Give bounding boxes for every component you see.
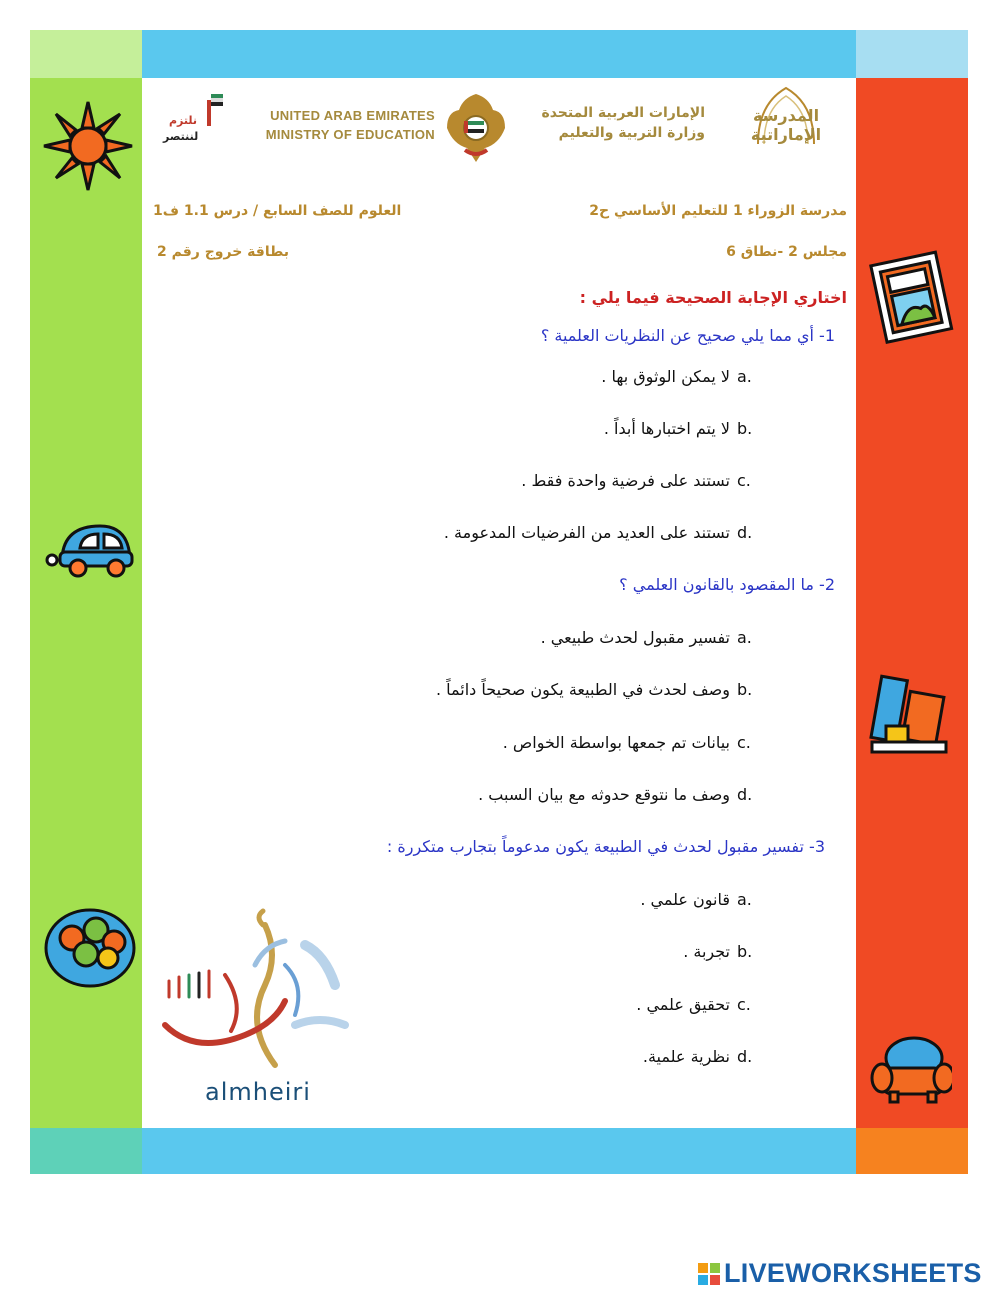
option-text: تستند على فرضية واحدة فقط . <box>521 471 730 490</box>
uae-emblem-icon <box>443 88 509 168</box>
option-letter: b. <box>737 680 753 699</box>
question-2-option-b[interactable] <box>0 680 1000 704</box>
armchair-icon <box>868 1032 952 1112</box>
question-1-option-d[interactable] <box>0 523 1000 547</box>
slogan-logo <box>163 90 235 156</box>
frame-bottom-left-corner <box>30 1128 142 1174</box>
option-letter: d. <box>737 1047 753 1066</box>
option-letter: a. <box>737 367 752 386</box>
question-number: 1- <box>819 326 835 345</box>
question-3-option-a[interactable] <box>0 890 1000 914</box>
question-text: أي مما يلي صحيح عن النظريات العلمية ؟ <box>540 326 814 345</box>
option-letter: c. <box>737 471 751 490</box>
option-text: تفسير مقبول لحدث طبيعي . <box>540 628 730 647</box>
slogan-line1: نلتزم <box>169 114 198 127</box>
option-letter: d. <box>737 523 753 542</box>
option-text: لا يمكن الوثوق بها . <box>601 367 730 386</box>
question-1-option-b[interactable] <box>0 419 1000 443</box>
frame-bottom-bar <box>142 1128 856 1174</box>
almheiri-wordmark: almheiri <box>205 1078 311 1106</box>
question-2-option-d[interactable] <box>0 785 1000 809</box>
option-text: نظرية علمية. <box>642 1047 730 1066</box>
question-text: تفسير مقبول لحدث في الطبيعة يكون مدعوماً بتجارب متكررة : <box>386 837 804 856</box>
sun-icon <box>40 98 136 194</box>
liveworksheets-logo[interactable] <box>698 1258 982 1289</box>
option-text: تحقيق علمي . <box>636 995 730 1014</box>
option-letter: b. <box>737 419 753 438</box>
ministry-en-line1: UNITED ARAB EMIRATES <box>270 108 435 123</box>
window-icon <box>866 248 958 344</box>
option-text: قانون علمي . <box>640 890 730 909</box>
option-text: بيانات تم جمعها بواسطة الخواص . <box>502 733 730 752</box>
option-text: وصف ما نتوقع حدوثه مع بيان السبب . <box>478 785 730 804</box>
option-letter: d. <box>737 785 753 804</box>
option-letter: a. <box>737 628 752 647</box>
liveworksheets-wordmark: LIVEWORKSHEETS <box>724 1258 982 1288</box>
subject-line: العلوم للصف السابع / درس 1.1 ف1 <box>153 203 402 219</box>
question-1-option-c[interactable] <box>0 471 1000 495</box>
school-logo-line2: الإماراتية <box>750 125 822 144</box>
ministry-ar-line2: وزارة التربية والتعليم <box>558 125 705 141</box>
question-2-option-a[interactable] <box>0 628 1000 652</box>
liveworksheets-squares-icon <box>698 1263 720 1285</box>
school-name: مدرسة الزوراء 1 للتعليم الأساسي ح2 <box>589 203 847 219</box>
instruction-heading: اختاري الإجابة الصحيحة فيما يلي : <box>579 288 847 307</box>
question-number: 2- <box>819 575 835 594</box>
question-text: ما المقصود بالقانون العلمي ؟ <box>619 575 814 594</box>
ministry-en-line2: MINISTRY OF EDUCATION <box>265 127 435 142</box>
frame-top-right-corner <box>856 30 968 78</box>
ministry-english <box>250 106 435 144</box>
ministry-arabic <box>515 103 705 143</box>
frame-bottom-right-corner <box>856 1128 968 1174</box>
question-3 <box>387 837 825 856</box>
question-2-option-c[interactable] <box>0 733 1000 757</box>
frame-right-bar <box>856 78 968 1128</box>
option-letter: a. <box>737 890 752 909</box>
council-line: مجلس 2 -نطاق 6 <box>726 244 847 260</box>
option-text: تجربة . <box>683 942 730 961</box>
option-text: لا يتم اختبارها أبداً . <box>603 419 730 438</box>
frame-top-bar <box>142 30 856 78</box>
emirati-school-logo <box>738 84 834 156</box>
school-logo-line1: المدرسة <box>752 106 820 125</box>
option-text: وصف لحدث في الطبيعة يكون صحيحاً دائماً . <box>435 680 730 699</box>
question-3-option-c[interactable] <box>0 995 1000 1019</box>
slogan-line2: لننتصر <box>163 130 199 143</box>
ministry-ar-line1: الإمارات العربية المتحدة <box>541 105 705 121</box>
frame-top-left-corner <box>30 30 142 78</box>
option-text: تستند على العديد من الفرضيات المدعومة . <box>443 523 730 542</box>
question-1 <box>541 326 835 345</box>
question-3-option-d[interactable] <box>0 1047 1000 1071</box>
question-3-option-b[interactable] <box>0 942 1000 966</box>
option-letter: b. <box>737 942 753 961</box>
question-number: 3- <box>809 837 825 856</box>
question-2 <box>619 575 835 594</box>
question-1-option-a[interactable] <box>0 367 1000 391</box>
option-letter: c. <box>737 995 751 1014</box>
option-letter: c. <box>737 733 751 752</box>
exit-card-title: بطاقة خروج رقم 2 <box>157 244 289 260</box>
almheiri-calligraphy-logo <box>155 905 355 1080</box>
